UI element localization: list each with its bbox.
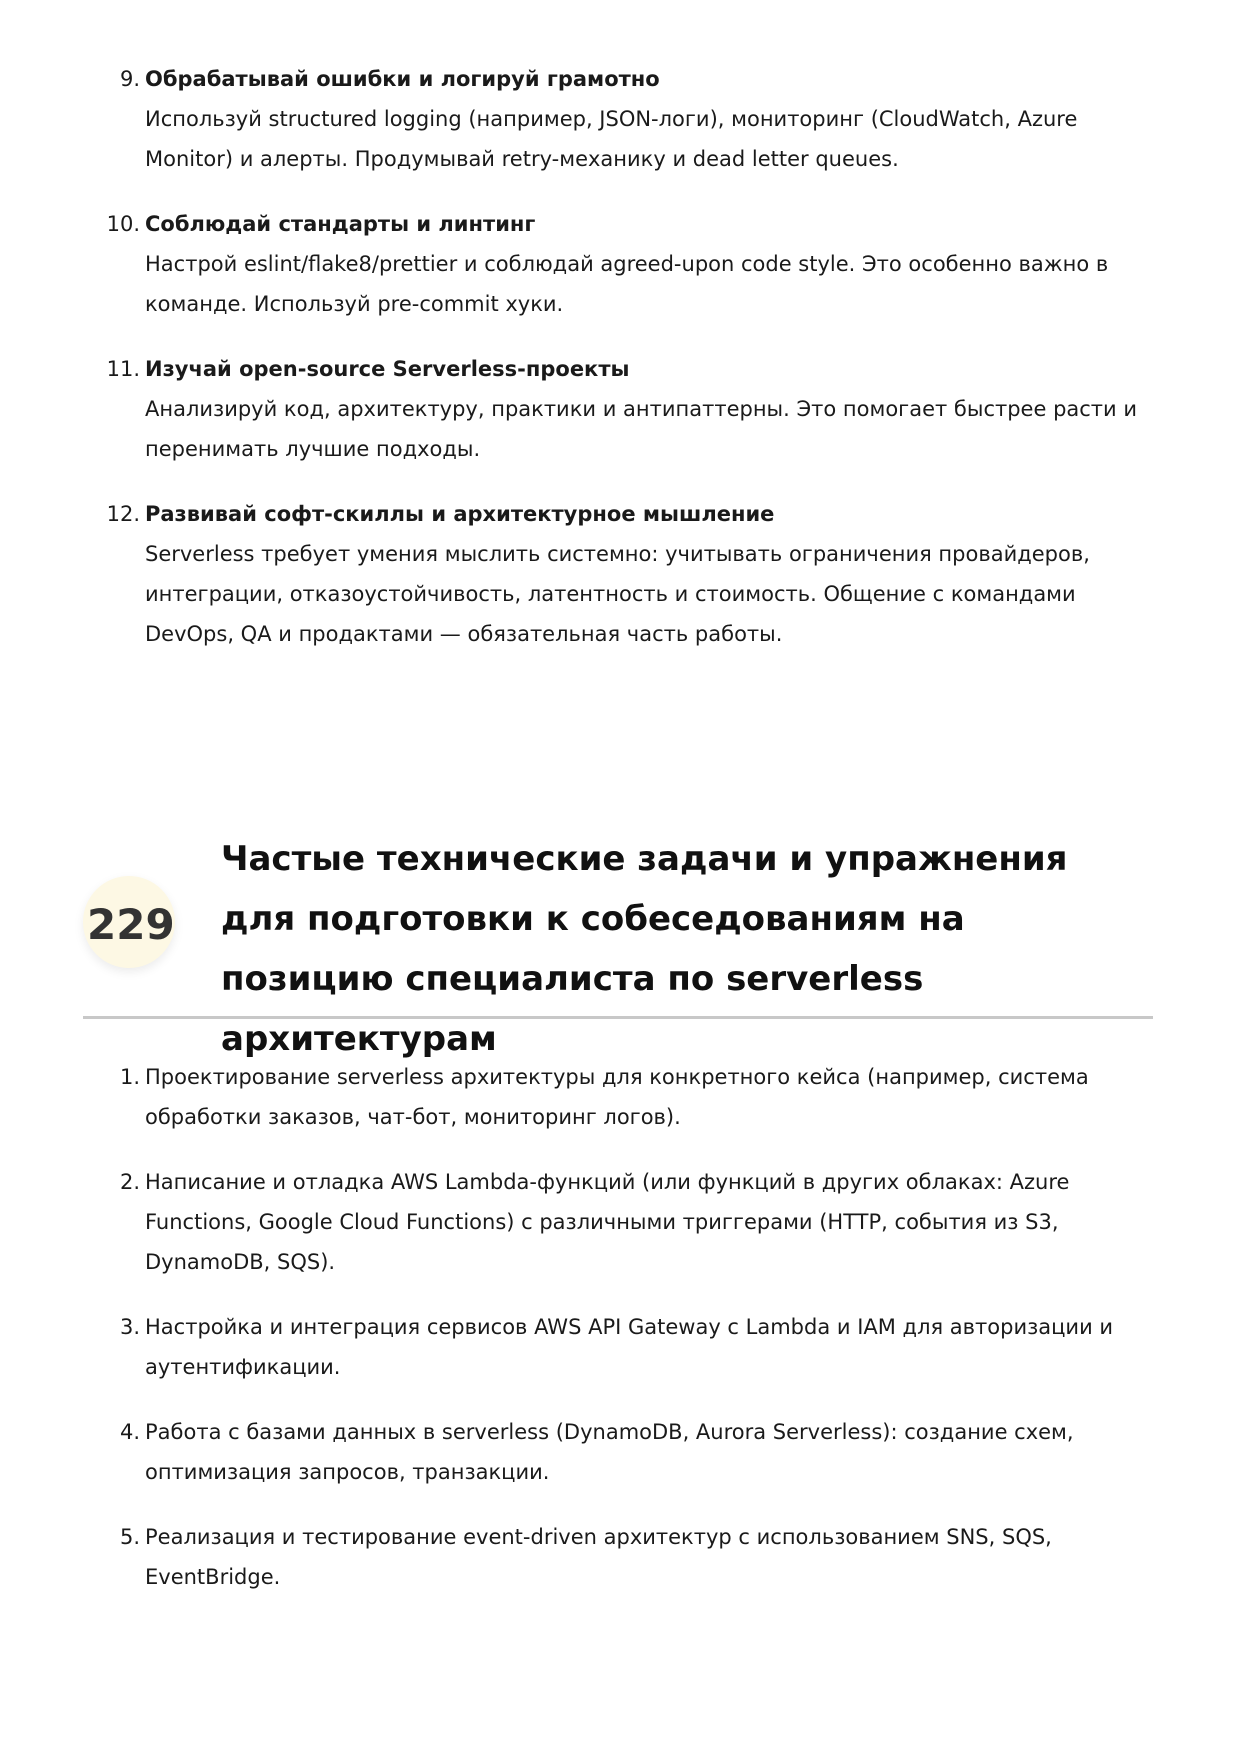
item-number: 10. — [106, 212, 140, 236]
item-title: Изучай open-source Serverless-проекты — [145, 357, 630, 381]
list-item — [100, 204, 1160, 324]
item-title: Соблюдай стандарты и линтинг — [145, 212, 536, 236]
list-item — [100, 494, 1160, 654]
tasks-list — [100, 1057, 1160, 1622]
list-item — [100, 59, 1160, 179]
list-item — [100, 1517, 1160, 1597]
tips-list — [100, 59, 1160, 679]
list-item — [100, 1057, 1160, 1137]
item-text: Используй structured logging (например, JSON-логи), мониторинг (CloudWatch, Azure Monitor) и алерты. Продумывай retry-механику и dead letter queues. — [145, 107, 1078, 171]
item-number: 2. — [119, 1170, 140, 1194]
list-item — [100, 1162, 1160, 1282]
list-item — [100, 1307, 1160, 1387]
section-title: Частые технические задачи и упражнения для подготовки к собеседованиям на позицию специалиста по serverless архитектурам — [221, 839, 1068, 1059]
item-title: Развивай софт-скиллы и архитектурное мышление — [145, 502, 775, 526]
item-text: Реализация и тестирование event-driven архитектур с использованием SNS, SQS, EventBridge. — [145, 1525, 1052, 1589]
item-text: Настройка и интеграция сервисов AWS API Gateway с Lambda и IAM для авторизации и аутентификации. — [145, 1315, 1114, 1379]
item-number: 12. — [106, 502, 140, 526]
item-number: 3. — [119, 1315, 140, 1339]
item-number: 9. — [119, 67, 140, 91]
item-text: Работа с базами данных в serverless (DynamoDB, Aurora Serverless): создание схем, оптимизация запросов, транзакции. — [145, 1420, 1074, 1484]
item-text: Настрой eslint/flake8/prettier и соблюдай agreed-upon code style. Это особенно важно в команде. Используй pre-commit хуки. — [145, 252, 1109, 316]
item-number: 4. — [119, 1420, 140, 1444]
section-header — [83, 820, 1153, 1059]
item-title: Обрабатывай ошибки и логируй грамотно — [145, 67, 660, 91]
item-text: Анализируй код, архитектуру, практики и антипаттерны. Это помогает быстрее расти и перенимать лучшие подходы. — [145, 397, 1138, 461]
item-text: Проектирование serverless архитектуры для конкретного кейса (например, система обработки заказов, чат-бот, мониторинг логов). — [145, 1065, 1089, 1129]
item-text: Написание и отладка AWS Lambda-функций (или функций в других облаках: Azure Functions, Google Cloud Functions) с различными триггерами (HTTP, события из S3, DynamoDB, SQS). — [145, 1170, 1070, 1274]
item-number: 5. — [119, 1525, 140, 1549]
list-item — [100, 349, 1160, 469]
item-text: Serverless требует умения мыслить системно: учитывать ограничения провайдеров, интеграции, отказоустойчивость, латентность и стоимость. Общение с командами DevOps, QA и продактами — обязательная часть работы. — [145, 542, 1090, 646]
item-number: 11. — [106, 357, 140, 381]
item-number: 1. — [119, 1065, 140, 1089]
section-number: 229 — [87, 900, 175, 949]
list-item — [100, 1412, 1160, 1492]
